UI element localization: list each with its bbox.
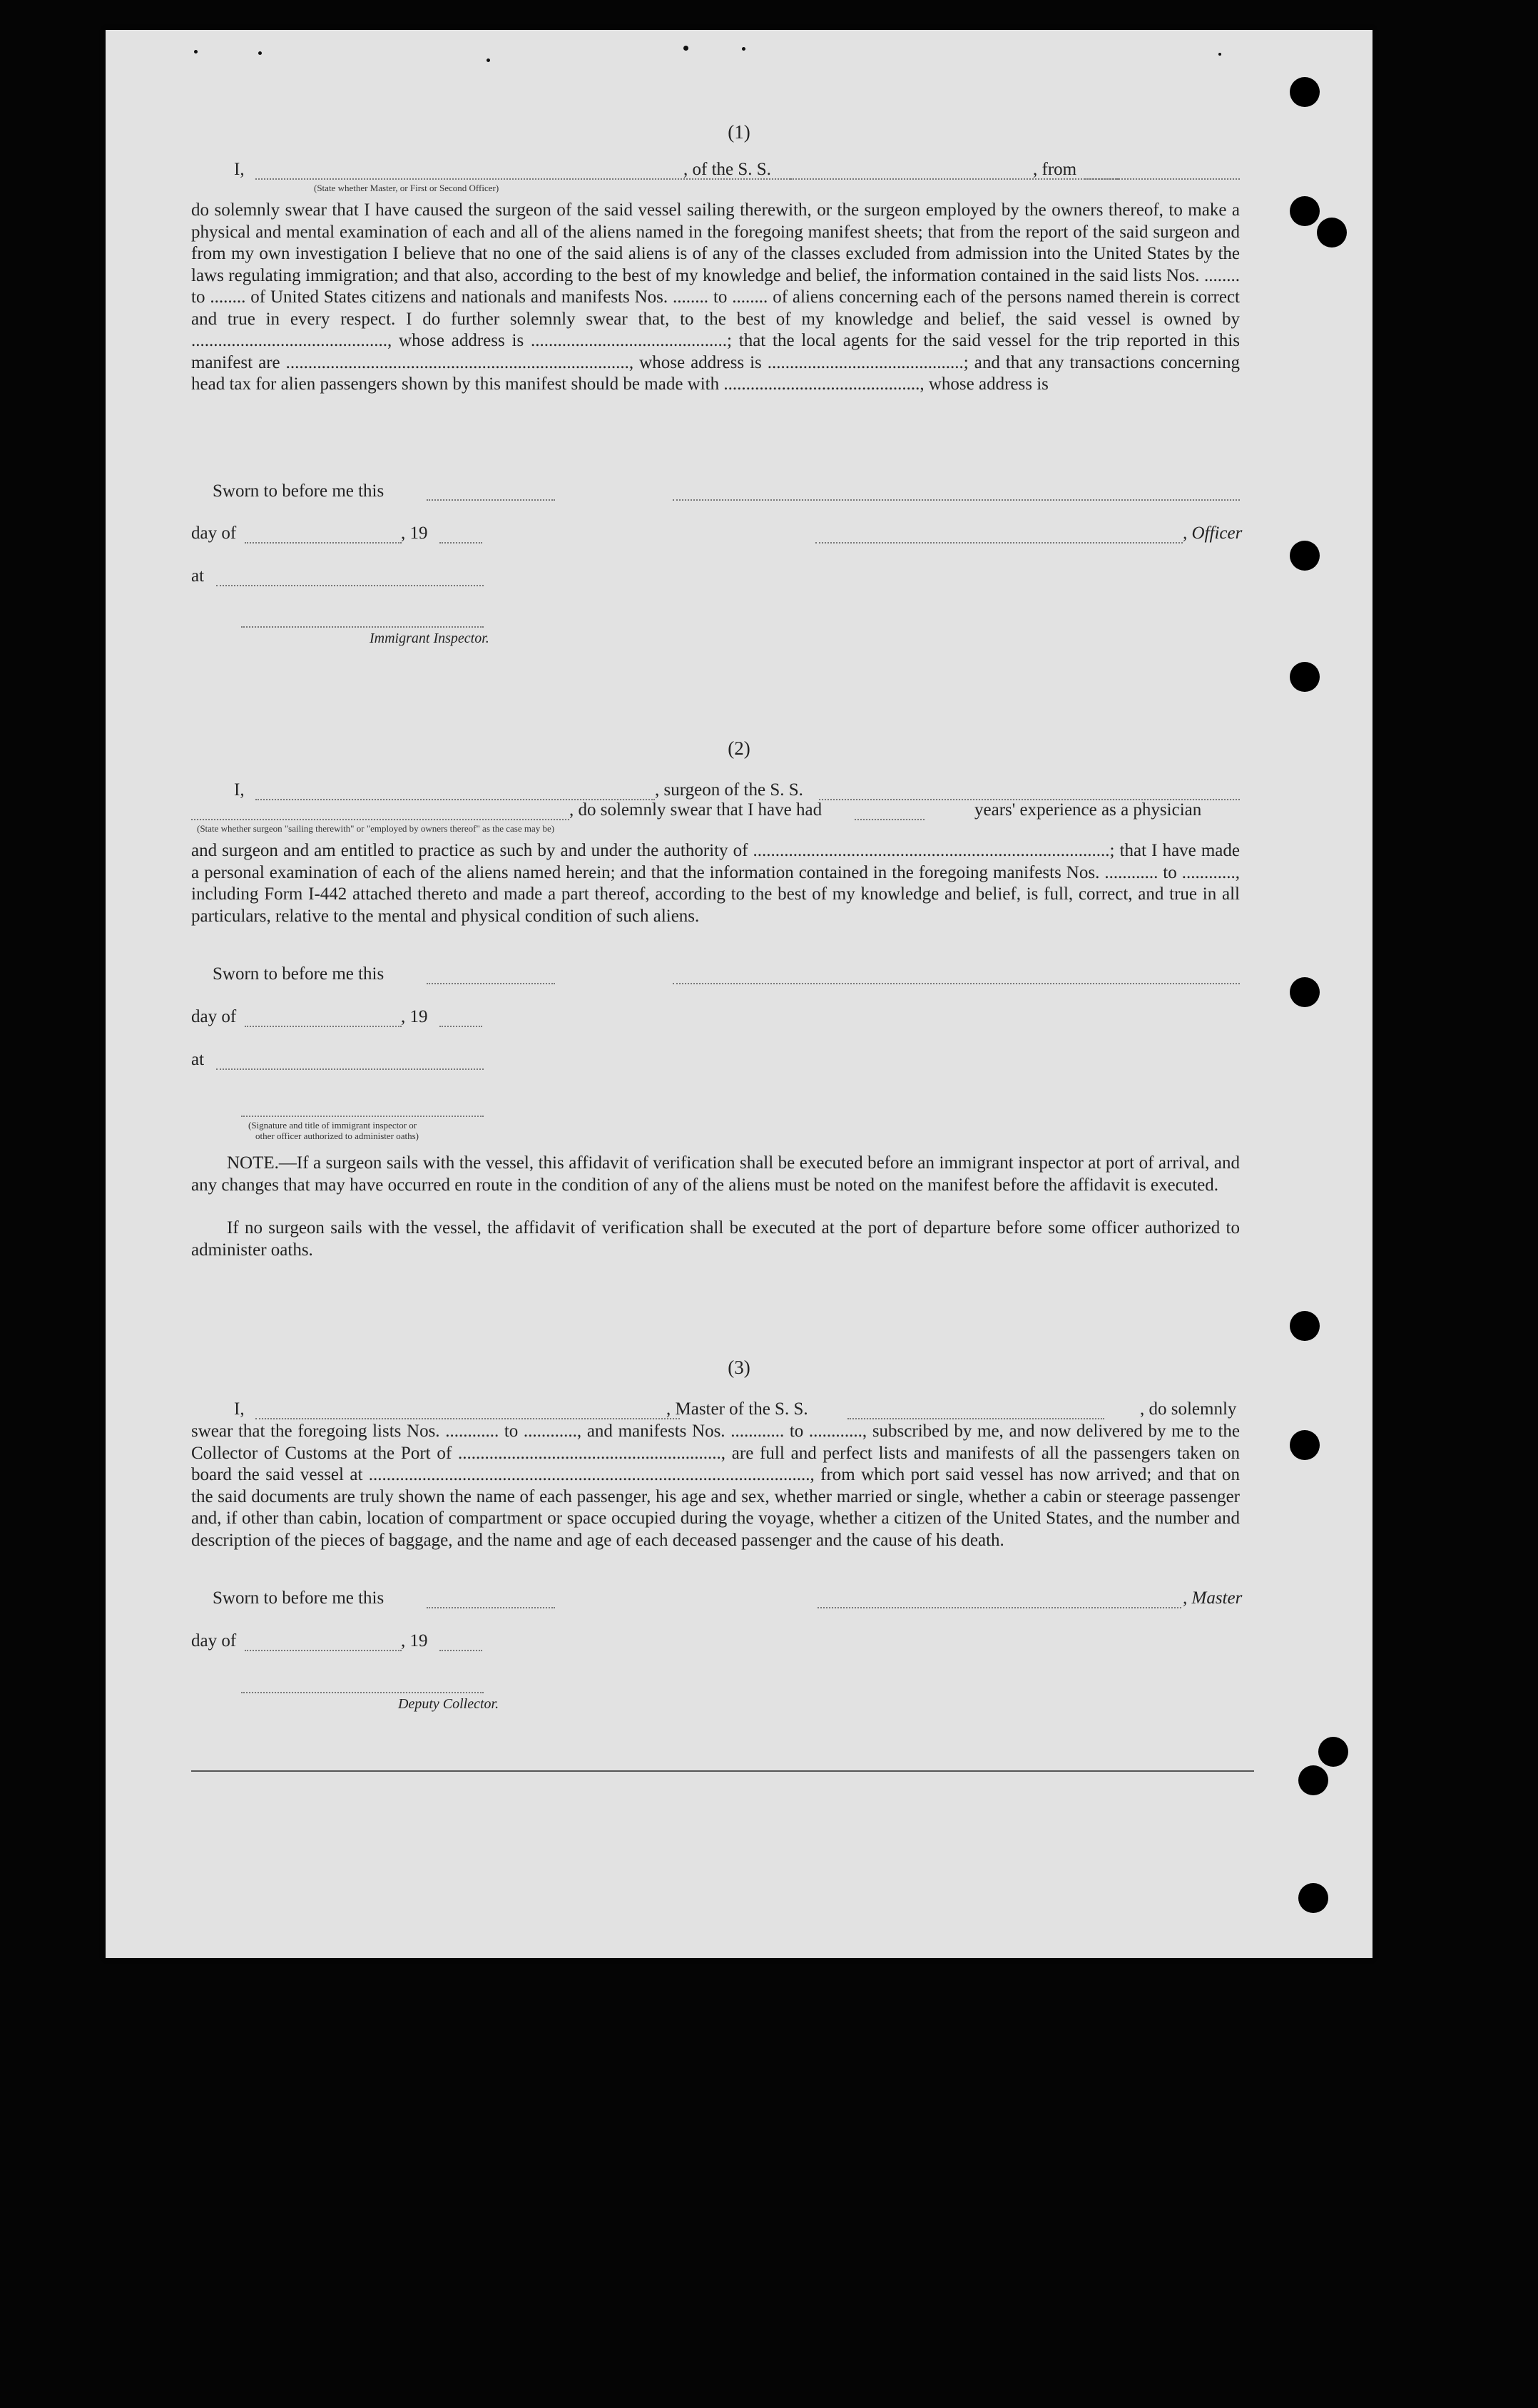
s2-i-label: I, <box>234 780 245 800</box>
s3-day-blank <box>245 1650 402 1651</box>
s3-sworn-blank <box>427 1607 555 1608</box>
s2-years-label: years' experience as a physician <box>974 800 1202 820</box>
s2-year-blank <box>439 1026 482 1027</box>
s1-year-label: , 19 <box>401 524 428 543</box>
s3-day-label: day of <box>191 1631 237 1651</box>
scan-speck <box>683 46 688 51</box>
punch-hole <box>1298 1883 1328 1913</box>
s1-officer-label: , Officer <box>1183 524 1243 543</box>
scan-speck <box>487 58 490 62</box>
document-page <box>106 30 1373 1958</box>
s2-day-label: day of <box>191 1007 237 1026</box>
punch-hole <box>1317 218 1347 248</box>
s1-year-blank <box>439 542 482 544</box>
s2-day-blank <box>245 1026 402 1027</box>
s2-year-label: , 19 <box>401 1007 428 1026</box>
s1-of-ss-label: , of the S. S. <box>683 160 771 179</box>
s3-name-blank <box>255 1418 680 1419</box>
s1-at-label: at <box>191 566 205 586</box>
s3-master-label: , Master of the S. S. <box>666 1399 808 1419</box>
s2-state-caption: (State whether surgeon "sailing therewith" or "employed by owners thereof" as the case may be) <box>197 823 555 834</box>
scan-speck <box>194 50 198 53</box>
section-2-heading: (2) <box>728 738 750 759</box>
s1-officer-blank <box>815 542 1183 544</box>
punch-hole <box>1290 541 1320 571</box>
s2-sworn-blank <box>427 983 555 984</box>
punch-hole <box>1290 977 1320 1007</box>
punch-hole <box>1290 662 1320 692</box>
s2-oath-paragraph: and surgeon and am entitled to practice as such by and under the authority of ................................................................................; that I have made a personal examination of each of the aliens named herein; and that the information contained in the foregoing manifests Nos. ............ to ............, including Form I-442 attached thereto and made a part thereof, according to the best of my knowledge and belief, is full, correct, and true in all particulars, relative to the mental and physical condition of such aliens. <box>191 841 1240 926</box>
s2-swear-label: , do solemnly swear that I have had <box>569 800 823 820</box>
s1-at-blank <box>216 585 484 586</box>
s3-solemnly-label: , do solemnly <box>1140 1399 1237 1419</box>
bottom-rule <box>191 1770 1254 1772</box>
s1-inspector-blank <box>241 626 484 628</box>
scan-speck <box>1218 53 1221 56</box>
scan-speck <box>258 51 262 55</box>
s2-signature-caption-2: other officer authorized to administer oaths) <box>255 1131 419 1141</box>
s3-master-signature-label: , Master <box>1183 1588 1243 1608</box>
s2-at-blank <box>216 1068 484 1070</box>
s3-oath-paragraph: swear that the foregoing lists Nos. ............ to ............, and manifests Nos. ............ to ............, subscribed by me, and now delivered by me to the Collector of Customs at the Port of ..........................................................., are full and perfect lists and manifests of all the passengers taken on board the said vessel at ..................................................................................................., from which port said vessel has now arrived; and that on the said documents are truly shown the name of each passenger, his age and sex, whether married or single, whether a cabin or steerage passenger and, if other than cabin, location of compartment or space occupied during the voyage, whether a citizen of the United States, and the number and description of the pieces of baggage, and the name and age of each deceased passenger and the cause of his death. <box>191 1422 1240 1550</box>
s2-at-label: at <box>191 1050 205 1069</box>
section-3-heading: (3) <box>728 1357 750 1378</box>
punch-hole <box>1290 1430 1320 1460</box>
section-1-heading: (1) <box>728 121 750 143</box>
s1-from-label: , from <box>1033 160 1077 179</box>
s1-i-label: I, <box>234 160 245 179</box>
s3-deputy-label: Deputy Collector. <box>398 1696 499 1712</box>
s2-status-blank <box>191 819 569 820</box>
scan-speck <box>742 47 745 51</box>
s1-oath-paragraph: do solemnly swear that I have caused the surgeon of the said vessel sailing therewith, or the surgeon employed by the owners thereof, to make a physical and mental examination of each and all of the aliens named in the foregoing manifest sheets; that from the report of the said surgeon and from my own investigation I believe that no one of the said aliens is of any of the classes excluded from admission into the United States by the laws regulating immigration; and that also, according to the best of my knowledge and belief, the information contained in the said lists Nos. ........ to ........ of United States citizens and nationals and manifests Nos. ........ to ........ of aliens concerning each of the persons named therein is correct and true in every respect. I do further solemnly swear that, to the best of my knowledge and belief, the said vessel is owned by ............................................, whose address is ............................................; that the local agents for the said vessel for the trip reported in this manifest are ............................................................................., whose address is ............................................; and that any transactions concerning head tax for alien passengers shown by this manifest should be made with ............................................, whose address is <box>191 200 1240 394</box>
s2-note-2: If no surgeon sails with the vessel, the affidavit of verification shall be executed at the port of departure before some officer authorized to administer oaths. <box>191 1218 1240 1260</box>
s3-year-label: , 19 <box>401 1631 428 1651</box>
s1-port-blank <box>1084 178 1240 180</box>
s2-signature-blank <box>673 983 1240 984</box>
s1-day-blank <box>245 542 402 544</box>
punch-hole <box>1298 1765 1328 1795</box>
s1-sworn-label: Sworn to before me this <box>213 481 385 501</box>
s2-signature-caption-1: (Signature and title of immigrant inspector or <box>248 1120 417 1131</box>
punch-hole <box>1290 77 1320 107</box>
s3-vessel-blank <box>847 1418 1104 1419</box>
s1-signature-blank <box>673 499 1240 501</box>
punch-hole <box>1290 1311 1320 1341</box>
s2-years-blank <box>855 819 925 820</box>
s1-day-label: day of <box>191 524 237 543</box>
s3-collector-blank <box>241 1692 484 1693</box>
s3-year-blank <box>439 1650 482 1651</box>
s2-surgeon-label: , surgeon of the S. S. <box>655 780 803 800</box>
s2-note-1: NOTE.—If a surgeon sails with the vessel, this affidavit of verification shall be executed before an immigrant inspector at port of arrival, and any changes that may have occurred en route in the condition of any of the aliens must be noted on the manifest before the affidavit is executed. <box>191 1153 1240 1195</box>
s1-sworn-blank <box>427 499 555 501</box>
s2-inspector-blank <box>241 1116 484 1117</box>
punch-hole <box>1318 1737 1348 1767</box>
s3-signature-blank <box>818 1607 1181 1608</box>
s3-i-label: I, <box>234 1399 245 1419</box>
s1-state-caption: (State whether Master, or First or Second Officer) <box>314 183 499 193</box>
s1-inspector-label: Immigrant Inspector. <box>370 631 489 646</box>
s3-sworn-label: Sworn to before me this <box>213 1588 385 1608</box>
punch-hole <box>1290 196 1320 226</box>
s2-sworn-label: Sworn to before me this <box>213 964 385 984</box>
